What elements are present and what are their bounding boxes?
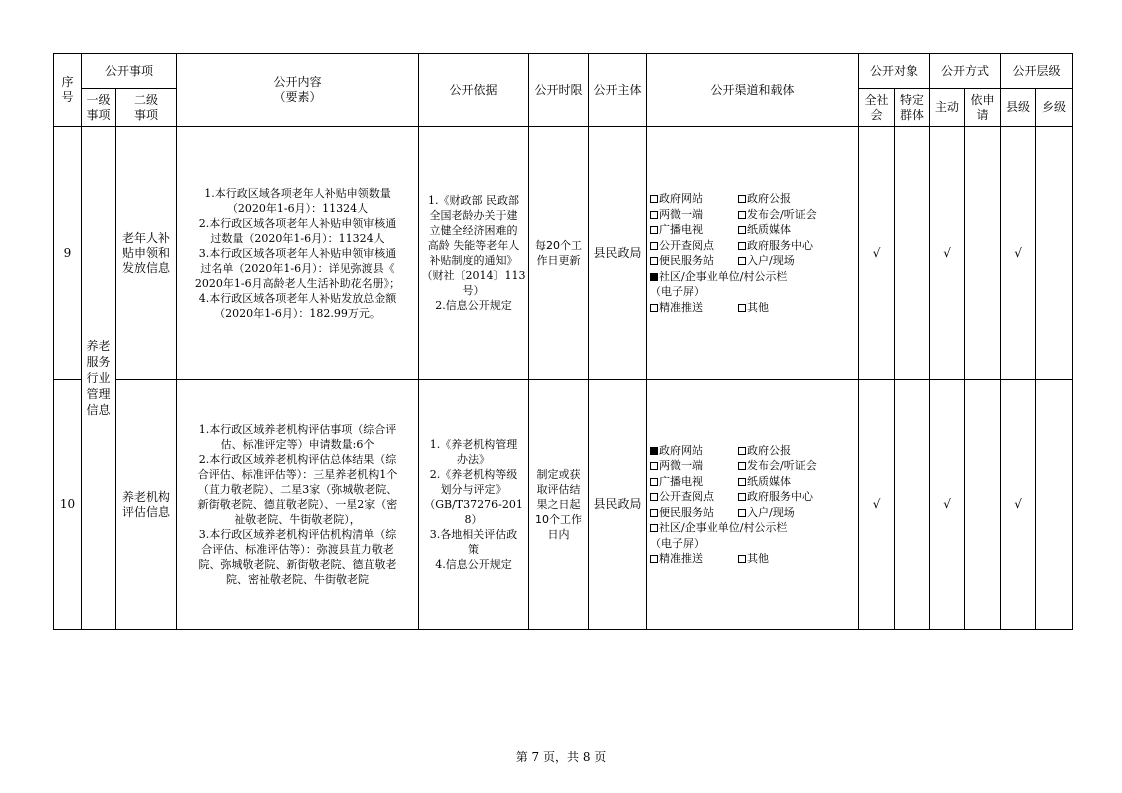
channel-other: 其他 [738,551,856,567]
channel-community: 社区/企事业单位/村公示栏 [650,269,856,285]
header-channels: 公开渠道和载体 [647,54,859,127]
checkbox-icon [738,493,746,501]
level-township-mark [1036,380,1073,630]
header-target-specific: 特定 群体 [895,89,930,127]
channel-gov-site: 政府网站 [650,191,738,207]
header-level2: 二级 事项 [116,89,177,127]
checkbox-icon [650,257,658,265]
header-mode-active: 主动 [930,89,965,127]
checkbox-icon [650,304,658,312]
channel-gov-site: 政府网站 [650,443,738,459]
content-cell: 1.本行政区域养老机构评估事项（综合评 估、标准评定等）申请数量:6个 2.本行政区域养老机构评估总体结果（综 合评估、标准评估等）：三星养老机构1个 （苴力敬老院）、二星3家（弥城敬老院、 新街敬老院、德苴敬老院）、一星2家（密 祉敬老院、牛街敬老院）， 3.本行政区域养老机构评估机构清单（综 合评估、标准评估等）：弥渡县苴力敬老 院、弥城敬老院、新街敬老院、德苴敬老 院、密祉敬老院、牛街敬老院 [177,380,419,630]
channel-two-micro: 两微一端 [650,458,738,474]
time-limit-cell: 每20个工 作日更新 [529,127,589,380]
header-target-all: 全社 会 [859,89,895,127]
channel-screen: （电子屏） [650,536,706,550]
channel-community: 社区/企事业单位/村公示栏 [650,520,856,536]
table-row [54,380,1073,630]
header-basis: 公开依据 [419,54,529,127]
channel-door: 入户/现场 [738,505,856,521]
checkbox-icon [738,478,746,486]
channel-gov-bulletin: 政府公报 [738,191,856,207]
channel-paper: 纸质媒体 [738,222,856,238]
checkbox-icon [738,462,746,470]
level1-item: 养老 服务 行业 管理 信息 [82,127,116,630]
channel-convenience: 便民服务站 [650,253,738,269]
mode-active-mark: √ [930,127,965,380]
checkbox-icon [738,509,746,517]
basis-cell: 1.《养老机构管理 办法》 2.《养老机构等级 划分与评定》 （GB/T37276-2018） 3.各地相关评估政 策 4.信息公开规定 [419,380,529,630]
checkbox-icon [738,226,746,234]
checkbox-icon [650,555,658,563]
level-township-mark [1036,127,1073,380]
checkbox-icon [650,493,658,501]
channel-precise: 精准推送 [650,300,738,316]
mode-request-mark [965,380,1001,630]
channel-service-center: 政府服务中心 [738,489,856,505]
channel-press: 发布会/听证会 [738,207,856,223]
header-subject: 公开主体 [589,54,647,127]
checkbox-icon [738,447,746,455]
channel-door: 入户/现场 [738,253,856,269]
channel-press: 发布会/听证会 [738,458,856,474]
channel-reading-point: 公开查阅点 [650,238,738,254]
header-level-county: 县级 [1001,89,1036,127]
row-seq: 9 [54,127,82,380]
content-cell: 1.本行政区域各项老年人补贴申领数量 （2020年1-6月）：11324人 2.本行政区域各项老年人补贴申领审核通 过数量（2020年1-6月）：11324人 3.本行政区域各项老年人补贴申领审核通 过名单（2020年1-6月）：详见弥渡县《 2020年1-6月高龄老人生活补助花名册》； 4.本行政区域各项老年人补贴发放总金额 （2020年1-6月）：182.99万元。 [177,127,419,380]
channel-screen: （电子屏） [650,285,706,298]
time-limit-cell: 制定或获 取评估结 果之日起 10个工作 日内 [529,380,589,630]
target-specific-mark [895,127,930,380]
checkbox-icon [738,195,746,203]
header-items-group: 公开事项 [82,54,177,89]
channel-precise: 精准推送 [650,551,738,567]
channels-cell [647,127,859,380]
checkbox-icon [738,242,746,250]
header-time-limit: 公开时限 [529,54,589,127]
checkbox-icon [650,242,658,250]
mode-request-mark [965,127,1001,380]
channel-reading-point: 公开查阅点 [650,489,738,505]
subject-cell: 县民政局 [589,380,647,630]
mode-active-mark: √ [930,380,965,630]
level-county-mark: √ [1001,127,1036,380]
header-seq: 序 号 [54,54,82,127]
target-all-mark: √ [859,380,895,630]
level-county-mark: √ [1001,380,1036,630]
level2-item: 养老机构 评估信息 [116,380,177,630]
channel-broadcast: 广播电视 [650,474,738,490]
channel-service-center: 政府服务中心 [738,238,856,254]
row-seq: 10 [54,380,82,630]
disclosure-table [53,53,1073,630]
header-level-township: 乡级 [1036,89,1073,127]
checkbox-icon [738,555,746,563]
level2-item: 老年人补 贴申领和 发放信息 [116,127,177,380]
header-row-1 [54,54,1073,89]
target-specific-mark [895,380,930,630]
channels-cell [647,380,859,630]
checkbox-icon [650,447,658,455]
header-level-group: 公开层级 [1001,54,1073,89]
checkbox-icon [738,211,746,219]
page-footer: 第 7 页，共 8 页 [515,750,607,764]
checkbox-icon [650,211,658,219]
channels-list [647,191,858,315]
channel-other: 其他 [738,300,856,316]
target-all-mark: √ [859,127,895,380]
checkbox-icon [738,304,746,312]
channel-paper: 纸质媒体 [738,474,856,490]
header-mode-group: 公开方式 [930,54,1001,89]
header-target-group: 公开对象 [859,54,930,89]
subject-cell: 县民政局 [589,127,647,380]
checkbox-icon [650,273,658,281]
checkbox-icon [650,524,658,532]
channel-convenience: 便民服务站 [650,505,738,521]
checkbox-icon [738,257,746,265]
checkbox-icon [650,478,658,486]
checkbox-icon [650,195,658,203]
checkbox-icon [650,509,658,517]
basis-cell: 1.《财政部 民政部 全国老龄办关于建 立健全经济困难的 高龄 失能等老年人 补贴制度的通知》 （财社〔2014〕113 号） 2.信息公开规定 [419,127,529,380]
channels-list [647,443,858,567]
checkbox-icon [650,226,658,234]
channel-two-micro: 两微一端 [650,207,738,223]
checkbox-icon [650,462,658,470]
header-level1: 一级 事项 [82,89,116,127]
table-row [54,127,1073,380]
channel-broadcast: 广播电视 [650,222,738,238]
channel-gov-bulletin: 政府公报 [738,443,856,459]
header-mode-request: 依申 请 [965,89,1001,127]
header-content: 公开内容 （要素） [177,54,419,127]
